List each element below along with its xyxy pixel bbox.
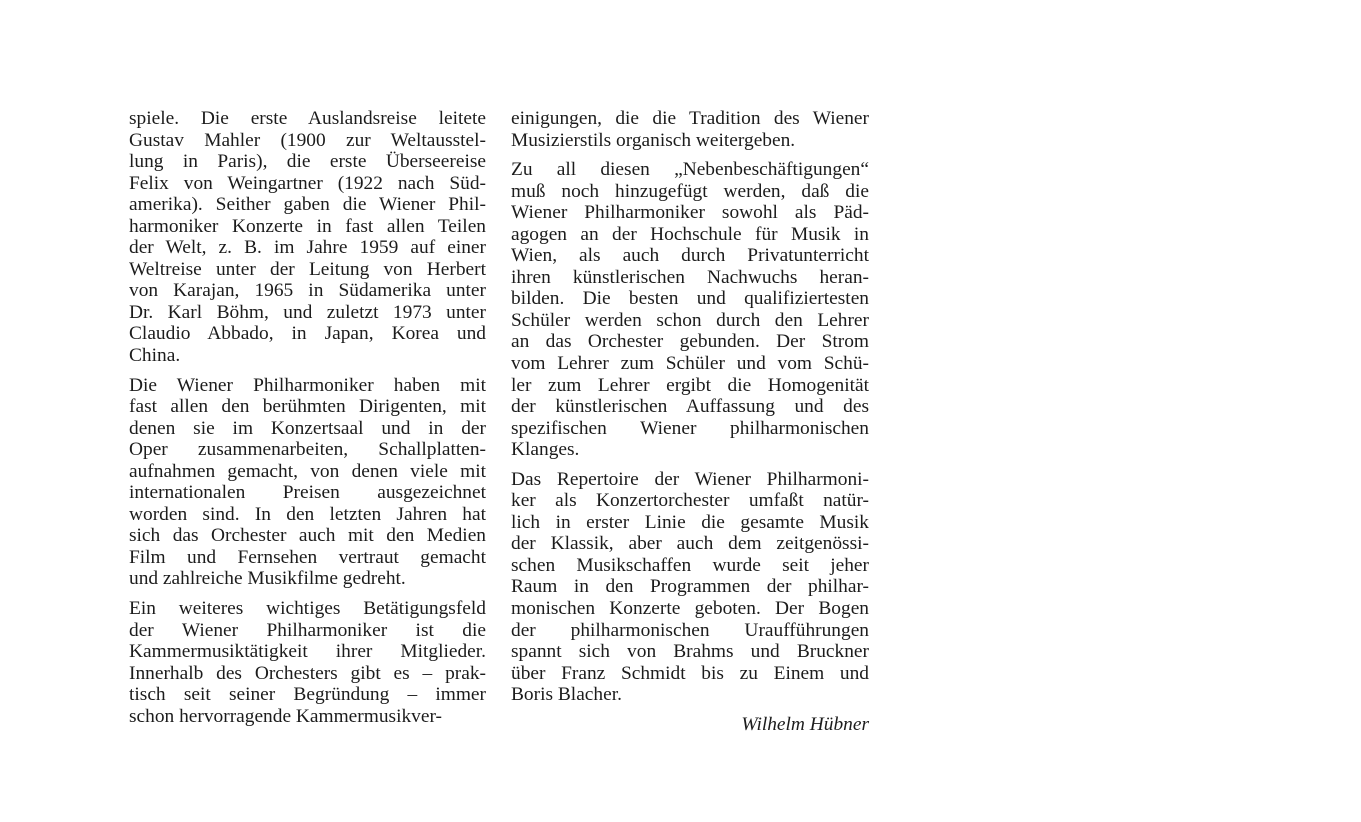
- text-line: Boris Blacher.: [511, 684, 622, 706]
- text-line: spannt sich von Brahms und Bruckner: [511, 641, 869, 663]
- text-line: agogen an der Hochschule für Musik in: [511, 223, 869, 245]
- text-line: China.: [129, 345, 181, 367]
- text-line: sich das Orchester auch mit den Medien: [129, 525, 486, 547]
- text-line: bilden. Die besten und qualifiziertesten: [511, 288, 869, 310]
- text-line: Wien, als auch durch Privatunterricht: [511, 245, 869, 267]
- left-text-column: [129, 108, 486, 735]
- text-line: ler zum Lehrer ergibt die Homogenität: [511, 374, 869, 396]
- text-line: amerika). Seither gaben die Wiener Phil-: [129, 194, 486, 216]
- text-line: schen Musikschaffen wurde seit jeher: [511, 554, 869, 576]
- text-line: harmoniker Konzerte in fast allen Teilen: [129, 215, 486, 237]
- text-line: Claudio Abbado, in Japan, Korea und: [129, 323, 486, 345]
- text-line: Weltreise unter der Leitung von Herbert: [129, 258, 486, 280]
- text-line: Gustav Mahler (1900 zur Weltausstel-: [129, 129, 486, 151]
- text-line: vom Lehrer zum Schüler und vom Schü-: [511, 353, 869, 375]
- text-line: muß noch hinzugefügt werden, daß die: [511, 180, 869, 202]
- text-line: worden sind. In den letzten Jahren hat: [129, 503, 486, 525]
- text-line: Film und Fernsehen vertraut gemacht: [129, 546, 486, 568]
- text-line: lung in Paris), die erste Überseereise: [129, 151, 486, 173]
- text-line: Ein weiteres wichtiges Betätigungsfeld: [129, 598, 486, 620]
- text-line: internationalen Preisen ausgezeichnet: [129, 482, 486, 504]
- text-line: monischen Konzerte geboten. Der Bogen: [511, 598, 869, 620]
- text-line: Klanges.: [511, 439, 580, 461]
- text-line: Schüler werden schon durch den Lehrer: [511, 309, 869, 331]
- text-line: tisch seit seiner Begründung – immer: [129, 684, 486, 706]
- author-signature: Wilhelm Hübner: [741, 713, 869, 735]
- text-line: der philharmonischen Uraufführungen: [511, 619, 869, 641]
- text-line: der Welt, z. B. im Jahre 1959 auf einer: [129, 237, 486, 259]
- text-line: Zu all diesen „Nebenbeschäftigungen“: [511, 159, 869, 181]
- text-line: der künstlerischen Auffassung und des: [511, 396, 869, 418]
- right-text-column: [511, 108, 869, 735]
- text-line: über Franz Schmidt bis zu Einem und: [511, 662, 869, 684]
- text-line: und zahlreiche Musikfilme gedreht.: [129, 568, 406, 590]
- paragraph: [129, 375, 486, 590]
- text-line: Oper zusammenarbeiten, Schallplatten-: [129, 439, 486, 461]
- text-line: schon hervorragende Kammermusikver-: [129, 705, 442, 727]
- text-line: Raum in den Programmen der philhar-: [511, 576, 869, 598]
- text-line: denen sie im Konzertsaal und in der: [129, 417, 486, 439]
- text-line: Die Wiener Philharmoniker haben mit: [129, 374, 486, 396]
- paragraph: [129, 598, 486, 727]
- text-line: spezifischen Wiener philharmonischen: [511, 417, 869, 439]
- text-line: ker als Konzertorchester umfaßt natür-: [511, 490, 869, 512]
- paragraph: [511, 159, 869, 461]
- paragraph: [129, 108, 486, 367]
- text-line: lich in erster Linie die gesamte Musik: [511, 511, 869, 533]
- text-line: spiele. Die erste Auslandsreise leitete: [129, 108, 486, 129]
- paragraph: [511, 469, 869, 706]
- text-line: Wiener Philharmoniker sowohl als Päd-: [511, 202, 869, 224]
- text-line: an das Orchester gebunden. Der Strom: [511, 331, 869, 353]
- text-line: Dr. Karl Böhm, und zuletzt 1973 unter: [129, 301, 486, 323]
- text-line: ihren künstlerischen Nachwuchs heran-: [511, 266, 869, 288]
- text-line: Felix von Weingartner (1922 nach Süd-: [129, 172, 486, 194]
- text-line: Das Repertoire der Wiener Philharmoni-: [511, 468, 869, 490]
- text-line: Innerhalb des Orchesters gibt es – prak-: [129, 662, 486, 684]
- text-line: Kammermusiktätigkeit ihrer Mitglieder.: [129, 641, 486, 663]
- text-line: Musizierstils organisch weitergeben.: [511, 129, 796, 151]
- text-line: der Wiener Philharmoniker ist die: [129, 619, 486, 641]
- paragraph: [511, 108, 869, 151]
- text-line: fast allen den berühmten Dirigenten, mit: [129, 396, 486, 418]
- text-line: einigungen, die die Tradition des Wiener: [511, 108, 869, 129]
- text-line: von Karajan, 1965 in Südamerika unter: [129, 280, 486, 302]
- text-line: der Klassik, aber auch dem zeitgenössi-: [511, 533, 869, 555]
- text-line: aufnahmen gemacht, von denen viele mit: [129, 460, 486, 482]
